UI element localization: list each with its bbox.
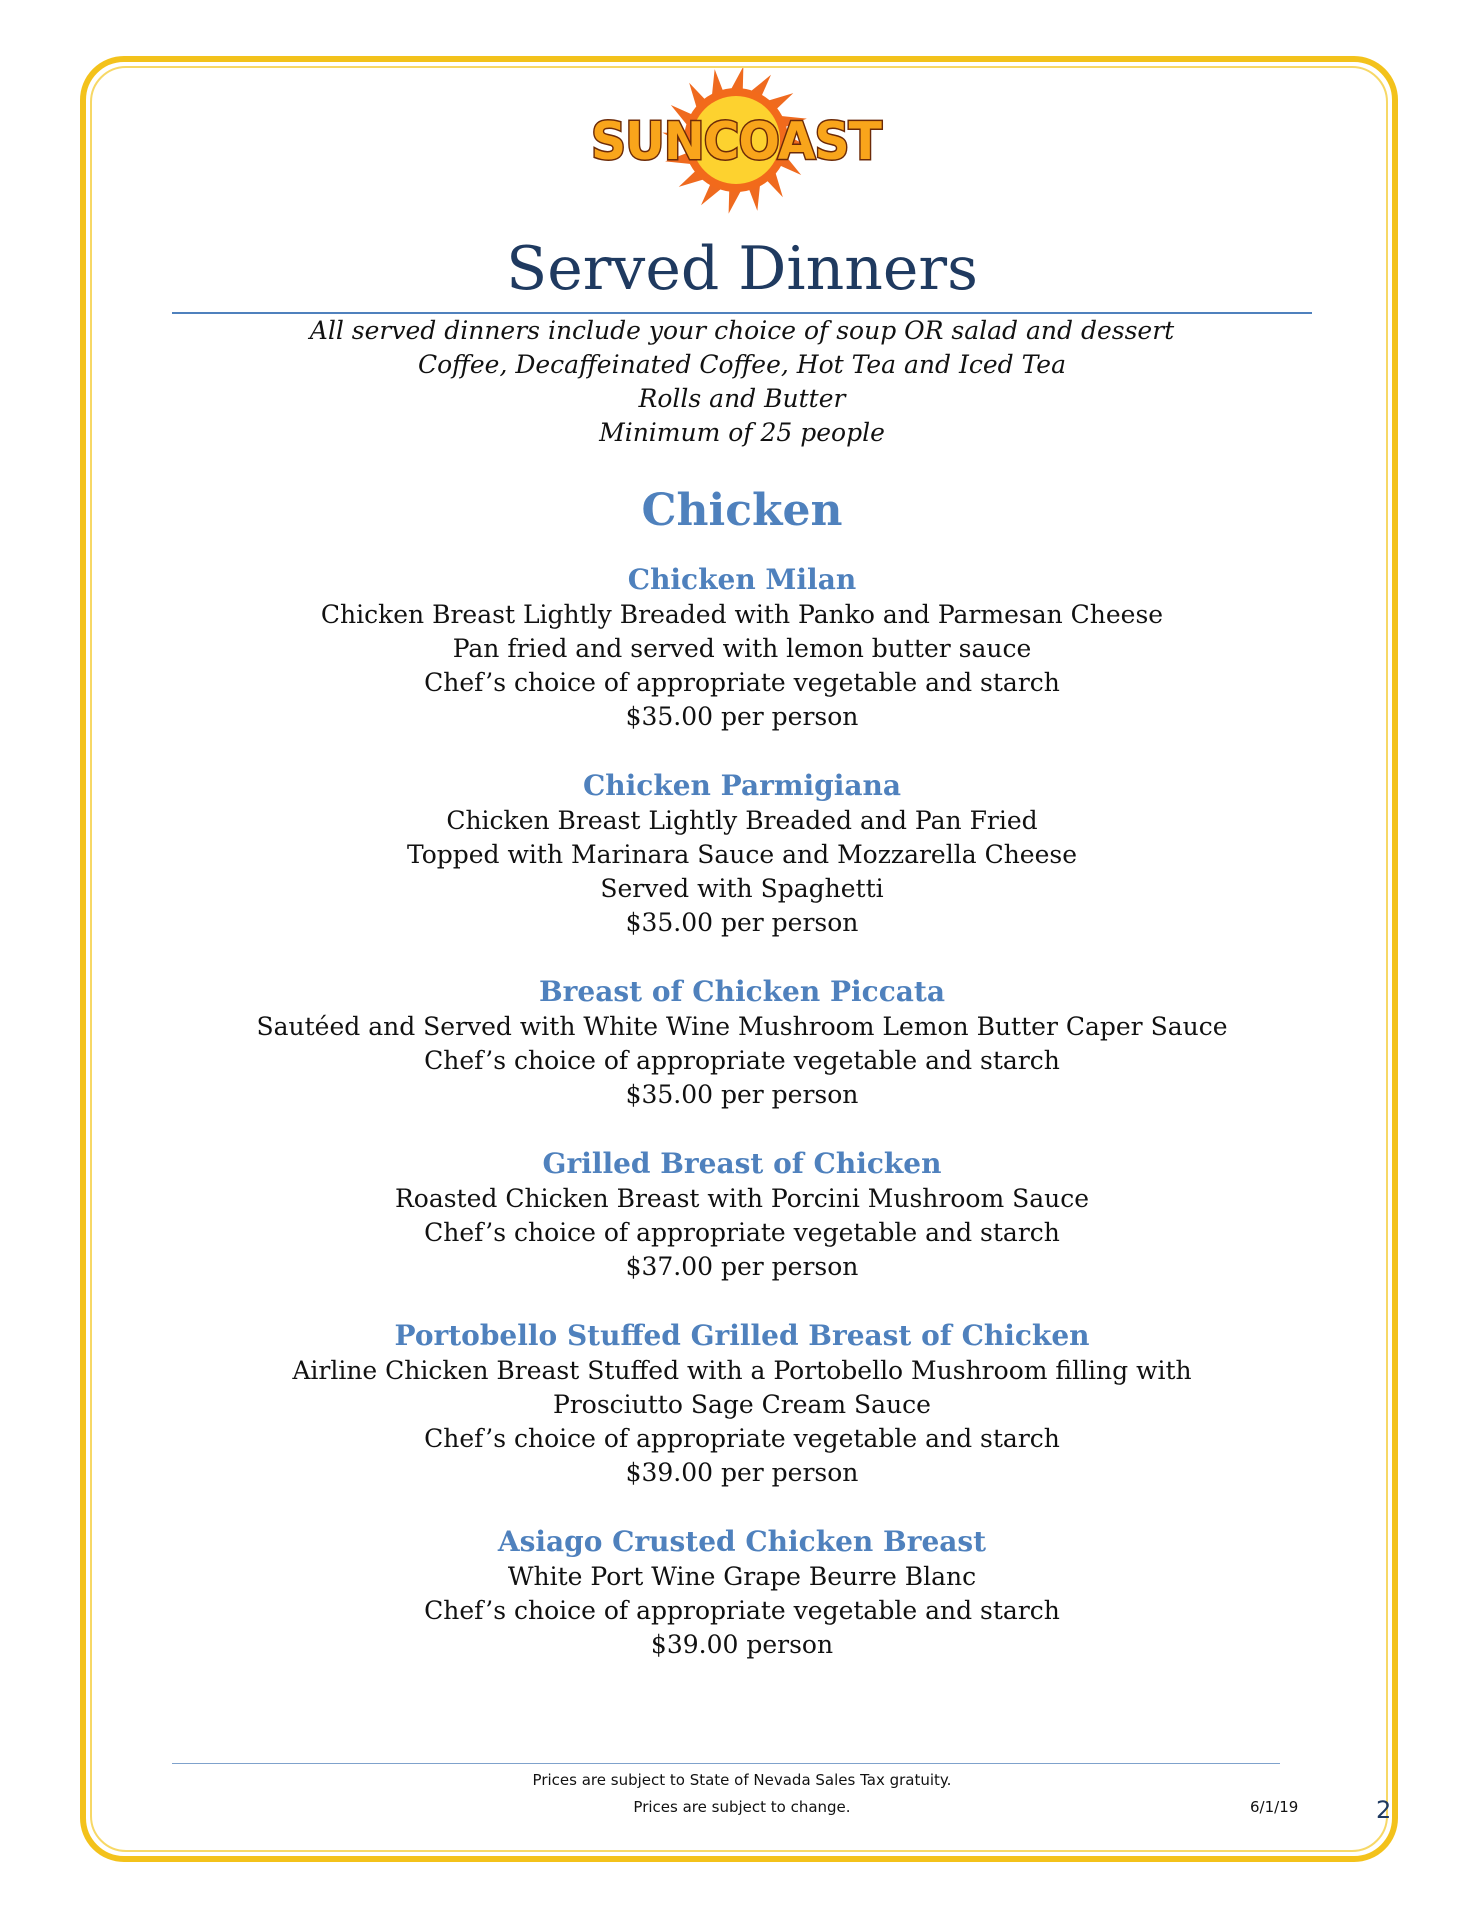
dish-line: Chef’s choice of appropriate vegetable and starch xyxy=(424,1046,1060,1075)
dish-line: Chef’s choice of appropriate vegetable and starch xyxy=(424,1596,1060,1625)
dish-line: Chef’s choice of appropriate vegetable and starch xyxy=(424,1424,1060,1453)
logo-wordmark: SUNCOAST xyxy=(591,112,883,172)
dish-price: $39.00 per person xyxy=(625,1458,859,1487)
dish-name: Grilled Breast of Chicken xyxy=(542,1147,942,1180)
dish-line: Airline Chicken Breast Stuffed with a Portobello Mushroom filling with xyxy=(292,1356,1192,1385)
dish-line: Topped with Marinara Sauce and Mozzarella Cheese xyxy=(406,840,1078,869)
dish-line: Chicken Breast Lightly Breaded and Pan Fried xyxy=(446,806,1038,835)
intro-line: Coffee, Decaffeinated Coffee, Hot Tea and Iced Tea xyxy=(417,350,1067,379)
page-title: Served Dinners xyxy=(506,234,978,304)
dish-item xyxy=(0,1524,1484,1662)
dish-name: Portobello Stuffed Grilled Breast of Chicken xyxy=(394,1319,1090,1352)
footer-date: 6/1/19 xyxy=(1250,1798,1299,1816)
dish-price: $39.00 person xyxy=(650,1630,834,1659)
dish-line: Chef’s choice of appropriate vegetable and starch xyxy=(424,1218,1060,1247)
dish-line: Roasted Chicken Breast with Porcini Mushroom Sauce xyxy=(394,1184,1090,1213)
intro-block xyxy=(0,314,1484,450)
page-number: 2 xyxy=(1376,1796,1392,1824)
intro-line: Minimum of 25 people xyxy=(599,418,885,447)
dish-line: Prosciutto Sage Cream Sauce xyxy=(553,1390,931,1419)
intro-line: All served dinners include your choice of soup OR salad and dessert xyxy=(309,316,1175,345)
dish-price: $35.00 per person xyxy=(625,1080,859,1109)
dish-list xyxy=(0,562,1484,1696)
section-title: Chicken xyxy=(641,485,843,536)
dish-name: Breast of Chicken Piccata xyxy=(539,975,945,1008)
suncoast-logo xyxy=(586,68,886,220)
dish-line: Pan fried and served with lemon butter sauce xyxy=(452,634,1032,663)
dish-item xyxy=(0,562,1484,734)
footer-divider xyxy=(172,1763,1280,1764)
dish-name: Asiago Crusted Chicken Breast xyxy=(497,1525,987,1558)
dish-line: Chef’s choice of appropriate vegetable and starch xyxy=(424,668,1060,697)
dish-price: $35.00 per person xyxy=(625,908,859,937)
dish-line: Chicken Breast Lightly Breaded with Panko and Parmesan Cheese xyxy=(320,600,1164,629)
dish-price: $35.00 per person xyxy=(625,702,859,731)
dish-name: Chicken Milan xyxy=(627,563,857,596)
dish-item xyxy=(0,1146,1484,1284)
dish-item xyxy=(0,974,1484,1112)
dish-item xyxy=(0,768,1484,940)
footer-tax-note: Prices are subject to State of Nevada Sales Tax gratuity. xyxy=(532,1771,952,1789)
dish-line: Sautéed and Served with White Wine Mushroom Lemon Butter Caper Sauce xyxy=(256,1012,1228,1041)
intro-line: Rolls and Butter xyxy=(638,384,846,413)
dish-line: Served with Spaghetti xyxy=(600,874,884,903)
dish-name: Chicken Parmigiana xyxy=(583,769,901,802)
dish-item xyxy=(0,1318,1484,1490)
footer-change-note: Prices are subject to change. xyxy=(633,1798,851,1816)
dish-line: White Port Wine Grape Beurre Blanc xyxy=(507,1562,977,1591)
dish-price: $37.00 per person xyxy=(625,1252,859,1281)
